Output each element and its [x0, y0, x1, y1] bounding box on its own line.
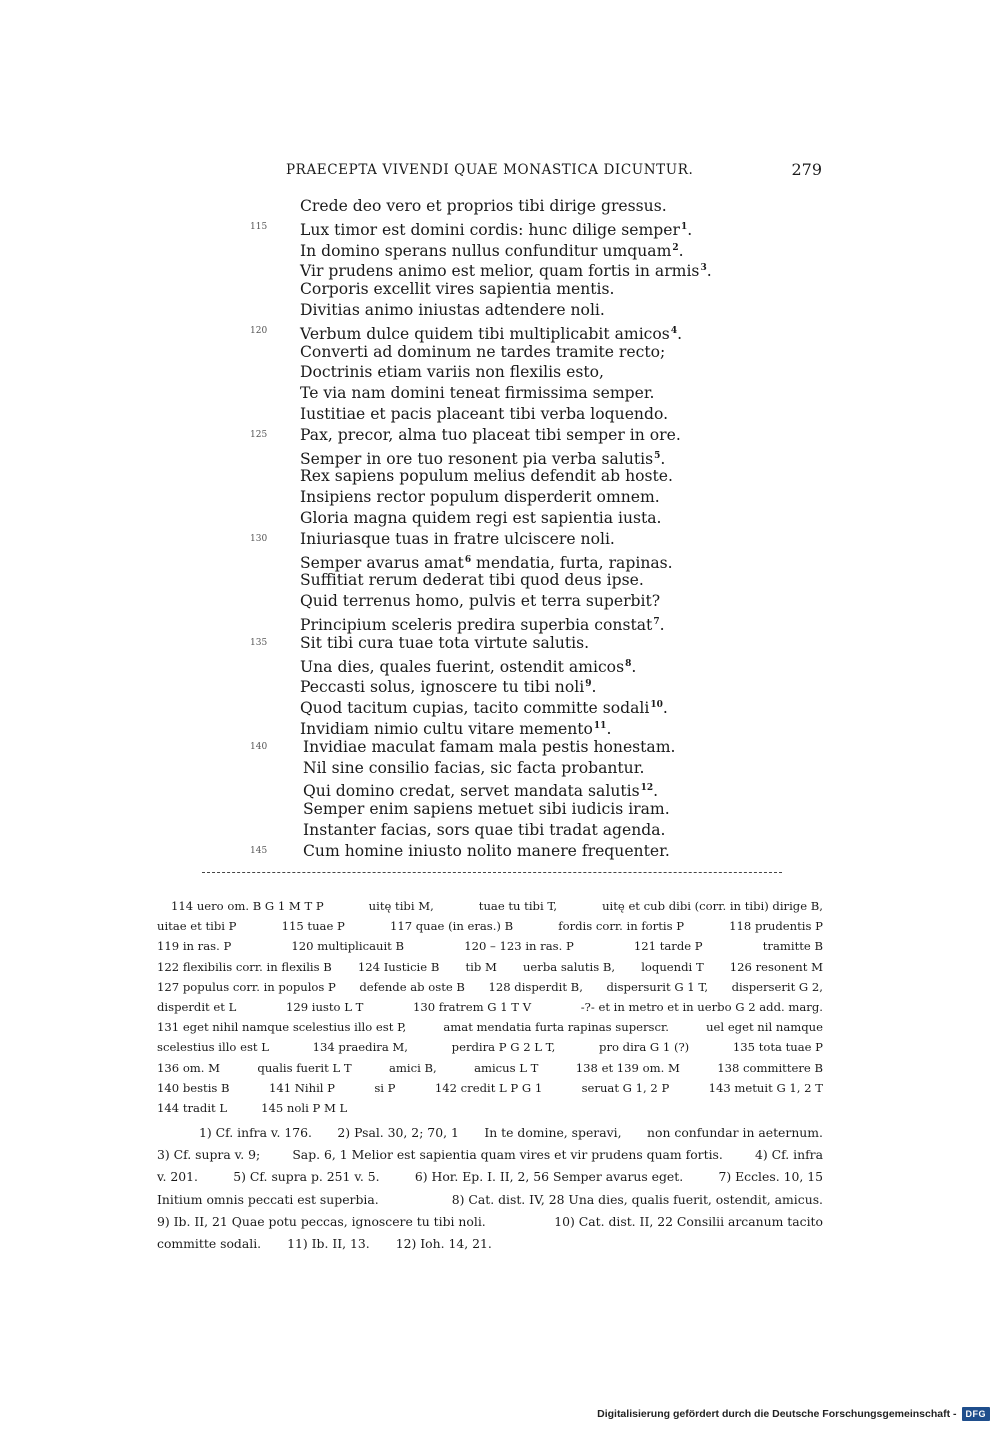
- verse-words: Divitias animo iniustas adtendere noli.: [300, 300, 605, 319]
- apparatus-entry: dispersurit G 1 T,: [606, 979, 709, 994]
- verse-text: [303, 758, 644, 779]
- apparatus-entry: 144 tradit L: [157, 1100, 228, 1115]
- apparatus-entry: tramitte B: [762, 939, 823, 954]
- verse-punctuation: .: [659, 615, 665, 634]
- verse-line: [250, 300, 720, 321]
- verse-words: Semper enim sapiens metuet sibi iudicis iram.: [303, 800, 670, 819]
- verse-line: [250, 799, 720, 820]
- verse-line: [250, 342, 720, 363]
- verse-words: Invidiam nimio cultu vitare memento: [300, 719, 593, 738]
- verse-words: Principium sceleris predira superbia constat: [300, 615, 653, 634]
- verse-line: [250, 258, 720, 279]
- apparatus-entry: 141 Nihil P: [268, 1080, 335, 1095]
- verse-number: 120: [250, 325, 268, 336]
- verse-text: [300, 591, 660, 612]
- verse-punctuation: .: [660, 449, 666, 468]
- verse-words: Sit tibi cura tuae tota virtute salutis.: [300, 633, 590, 652]
- verse-line: [250, 404, 720, 425]
- apparatus-line: [157, 1098, 823, 1118]
- verse-line: [250, 466, 720, 487]
- verse-punctuation: .: [677, 324, 683, 343]
- verse-punctuation: .: [662, 699, 668, 718]
- footnote-line: [157, 1122, 823, 1144]
- footnote-divider: [202, 872, 782, 873]
- verse-line: [250, 737, 720, 758]
- apparatus-entry: 134 praedira M,: [312, 1040, 408, 1055]
- verse-punctuation: .: [706, 262, 712, 281]
- apparatus-line: [157, 896, 823, 916]
- footnote-reference[interactable]: 8: [625, 658, 632, 669]
- apparatus-entry: 115 tuae P: [281, 919, 345, 934]
- verse-words: Quod tacitum cupias, tacito committe sodali: [300, 699, 650, 718]
- apparatus-entry: qualis fuerit L T: [257, 1060, 352, 1075]
- apparatus-entry: 122 flexibilis corr. in flexilis B: [157, 959, 332, 974]
- footnote-reference[interactable]: 7: [653, 616, 660, 627]
- verse-words: Doctrinis etiam variis non flexilis esto,: [300, 363, 604, 382]
- verse-text: [303, 799, 670, 820]
- footnote-reference[interactable]: 3: [700, 263, 707, 274]
- verse-text: [300, 383, 655, 404]
- verse-words: Crede deo vero et proprios tibi dirige gressus.: [300, 197, 667, 215]
- verse-words: In domino sperans nullus confunditur umquam: [300, 241, 672, 260]
- footnote-entry: 1) Cf. infra v. 176.: [199, 1125, 312, 1140]
- footnote-line: [157, 1233, 823, 1255]
- footnote-entry: In te domine, speravi,: [484, 1125, 622, 1140]
- running-head: [286, 160, 822, 182]
- verse-words: Semper avarus amat: [300, 553, 464, 572]
- verse-text: [300, 425, 681, 446]
- verse-line: [250, 217, 720, 238]
- apparatus-line: [157, 977, 823, 997]
- footnote-entry: 12) Ioh. 14, 21.: [395, 1235, 492, 1251]
- critical-apparatus: [157, 896, 823, 1118]
- footnote-entry: 5) Cf. supra p. 251 v. 5.: [233, 1169, 380, 1185]
- page-number: 279: [791, 160, 822, 179]
- dfg-logo-icon: DFG: [962, 1407, 991, 1421]
- verse-text: [300, 362, 604, 383]
- verse-words: Instanter facias, sors quae tibi tradat agenda.: [303, 820, 666, 839]
- verse-line: [250, 841, 720, 862]
- apparatus-entry: amici B,: [388, 1060, 437, 1075]
- verse-line: [250, 695, 720, 716]
- footnote-entry: 3) Cf. supra v. 9;: [157, 1147, 261, 1163]
- apparatus-line: [157, 957, 823, 977]
- footnote-entry: 6) Hor. Ep. I. II, 2, 56 Semper avarus eget.: [414, 1169, 684, 1185]
- apparatus-entry: uitę et cub dibi (corr. in tibi) dirige B,: [602, 899, 823, 913]
- verse-line: [250, 591, 720, 612]
- verse-words: Pax, precor, alma tuo placeat tibi semper in ore.: [300, 425, 681, 444]
- verse-number: 125: [250, 429, 268, 440]
- apparatus-entry: uitę tibi M,: [368, 899, 434, 913]
- verse-words: Gloria magna quidem regi est sapientia iusta.: [300, 508, 662, 527]
- apparatus-entry: 128 disperdit B,: [488, 979, 583, 994]
- verse-line: [250, 529, 720, 550]
- apparatus-line: [157, 1058, 823, 1078]
- verse-text: [300, 466, 673, 487]
- apparatus-line: [157, 997, 823, 1017]
- apparatus-entry: perdira P G 2 L T,: [451, 1040, 556, 1055]
- running-title: PRAECEPTA VIVENDI QUAE MONASTICA DICUNTUR.: [286, 162, 694, 178]
- footnote-entry: v. 201.: [157, 1169, 198, 1185]
- verse-line: [250, 674, 720, 695]
- apparatus-entry: loquendi T: [641, 959, 704, 974]
- apparatus-entry: uitae et tibi P: [157, 919, 237, 934]
- apparatus-entry: 126 resonent M: [729, 959, 823, 974]
- apparatus-entry: seruat G 1, 2 P: [581, 1080, 670, 1095]
- apparatus-entry: 117 quae (in eras.) B: [389, 919, 514, 934]
- apparatus-entry: 136 om. M: [157, 1060, 221, 1075]
- verse-text: [303, 841, 670, 862]
- verse-words: Peccasti solus, ignoscere tu tibi noli: [300, 678, 585, 697]
- verse-text: [300, 570, 644, 591]
- footnote-reference[interactable]: 9: [585, 679, 592, 690]
- apparatus-entry: uerba salutis B,: [522, 959, 616, 974]
- verse-punctuation: .: [631, 657, 637, 676]
- verse-line: [250, 716, 720, 737]
- verse-block: [250, 196, 720, 862]
- verse-words: Lux timor est domini cordis: hunc dilige semper: [300, 220, 680, 239]
- verse-line: [250, 550, 720, 571]
- footnote-reference[interactable]: 1: [680, 221, 688, 232]
- verse-line: [250, 279, 720, 300]
- apparatus-line: [157, 936, 823, 956]
- footnote-reference[interactable]: 2: [672, 242, 679, 253]
- verse-words: Vir prudens animo est melior, quam fortis in armis: [300, 262, 700, 281]
- verse-line: [250, 778, 720, 799]
- footnote-entry: 7) Eccles. 10, 15: [718, 1169, 823, 1185]
- apparatus-entry: 131 eget nihil namque scelestius illo est P,: [157, 1020, 407, 1035]
- verse-line: [250, 383, 720, 404]
- verse-text: [300, 279, 614, 300]
- verse-punctuation: .: [687, 220, 693, 239]
- apparatus-entry: 120 multiplicauit B: [291, 939, 405, 954]
- verse-words: Te via nam domini teneat firmissima semper.: [300, 384, 655, 403]
- apparatus-entry: uel eget nil namque: [706, 1020, 823, 1035]
- footnote-reference[interactable]: 5: [654, 450, 661, 461]
- verse-words: Cum homine iniusto nolito manere frequenter.: [303, 841, 670, 860]
- apparatus-entry: 127 populus corr. in populos P: [157, 979, 336, 994]
- verse-text: [300, 342, 665, 363]
- apparatus-entry: 142 credit L P G 1: [434, 1080, 543, 1095]
- footnote-entry: 4) Cf. infra: [754, 1147, 823, 1163]
- verse-words: Iustitiae et pacis placeant tibi verba loquendo.: [300, 404, 669, 423]
- footnote-entry: 10) Cat. dist. II, 22 Consilii arcanum tacito: [554, 1213, 823, 1229]
- footnote-entry: committe sodali.: [157, 1235, 262, 1251]
- verse-number: 115: [250, 221, 268, 232]
- verse-text: [300, 404, 668, 425]
- verse-text: [300, 633, 589, 654]
- footnote-entry: 8) Cat. dist. IV, 28 Una dies, qualis fuerit, ostendit, amicus.: [451, 1191, 823, 1207]
- footnote-reference[interactable]: 6: [464, 554, 472, 565]
- verse-number: 145: [250, 845, 268, 856]
- verse-words: Insipiens rector populum disperderit omnem.: [300, 488, 660, 507]
- footnote-reference[interactable]: 4: [670, 325, 678, 336]
- verse-text: [300, 487, 660, 508]
- verse-words-continued: mendatia, furta, rapinas.: [471, 553, 673, 572]
- verse-number: 130: [250, 533, 268, 544]
- verse-line: [250, 321, 720, 342]
- verse-words: Iniuriasque tuas in fratre ulciscere noli.: [300, 529, 615, 548]
- footnote-line: [157, 1166, 823, 1188]
- apparatus-entry: 140 bestis B: [157, 1080, 230, 1095]
- footnote-entry: non confundar in aeternum.: [647, 1125, 823, 1140]
- verse-number: 135: [250, 637, 268, 648]
- apparatus-entry: amicus L T: [474, 1060, 539, 1075]
- verse-words: Verbum dulce quidem tibi multiplicabit amicos: [300, 324, 670, 343]
- verse-punctuation: .: [591, 678, 597, 697]
- credit-text: Digitalisierung gefördert durch die Deutsche Forschungsgemeinschaft -: [597, 1408, 957, 1420]
- verse-text: [300, 300, 605, 321]
- footnote-reference[interactable]: 10: [650, 700, 663, 711]
- apparatus-entry: 120 – 123 in ras. P: [464, 939, 574, 954]
- apparatus-entry: disperdit et L: [157, 999, 237, 1014]
- apparatus-entry: 124 Iusticie B: [357, 959, 440, 974]
- apparatus-line: [157, 1078, 823, 1098]
- verse-words: Qui domino credat, servet mandata salutis: [303, 782, 640, 801]
- verse-number: 140: [250, 741, 268, 752]
- footnote-entry: Sap. 6, 1 Melior est sapientia quam vires et vir prudens quam fortis.: [292, 1147, 723, 1163]
- verse-line: [250, 196, 720, 217]
- apparatus-line: [157, 916, 823, 936]
- verse-words: Semper in ore tuo resonent pia verba salutis: [300, 449, 654, 468]
- verse-line: [250, 487, 720, 508]
- apparatus-entry: 138 et 139 om. M: [575, 1060, 680, 1075]
- footnote-reference[interactable]: 11: [593, 720, 607, 731]
- verse-line: [250, 612, 720, 633]
- verse-words: Converti ad dominum ne tardes tramite recto;: [300, 342, 666, 361]
- apparatus-entry: scelestius illo est L: [157, 1040, 269, 1055]
- verse-punctuation: .: [678, 241, 684, 260]
- verse-words: Corporis excellit vires sapientia mentis.: [300, 280, 615, 299]
- apparatus-line: [157, 1017, 823, 1037]
- apparatus-entry: disperserit G 2,: [731, 979, 823, 994]
- verse-punctuation: .: [606, 719, 612, 738]
- verse-text: [303, 737, 675, 758]
- verse-words: Quid terrenus homo, pulvis et terra superbit?: [300, 592, 661, 611]
- apparatus-entry: tuae tu tibi T,: [478, 899, 558, 913]
- verse-text: [300, 196, 667, 217]
- footnote-entry: 9) Ib. II, 21 Quae potu peccas, ignoscere tu tibi noli.: [157, 1213, 486, 1229]
- apparatus-entry: 143 metuit G 1, 2 T: [708, 1080, 823, 1095]
- apparatus-entry: 119 in ras. P: [157, 939, 232, 954]
- apparatus-entry: pro dira G 1 (?): [599, 1040, 690, 1055]
- apparatus-entry: 114 uero om. B G 1 M T P: [171, 899, 324, 913]
- footnote-line: [157, 1189, 823, 1211]
- verse-words: Rex sapiens populum melius defendit ab hoste.: [300, 467, 673, 486]
- verse-line: [250, 570, 720, 591]
- verse-words: Invidiae maculat famam mala pestis honestam.: [303, 737, 676, 756]
- verse-line: [250, 820, 720, 841]
- apparatus-entry: si P: [374, 1080, 396, 1095]
- apparatus-entry: defende ab oste B: [359, 979, 465, 994]
- apparatus-entry: amat mendatia furta rapinas superscr.: [443, 1020, 669, 1035]
- apparatus-entry: 129 iusto L T: [285, 999, 364, 1014]
- apparatus-entry: 121 tarde P: [633, 939, 703, 954]
- verse-text: [300, 529, 615, 550]
- verse-text: [300, 508, 662, 529]
- verse-line: [250, 425, 720, 446]
- apparatus-entry: tib M: [465, 959, 497, 974]
- apparatus-entry: 138 committere B: [717, 1060, 823, 1075]
- footnote-entry: Initium omnis peccati est superbia.: [157, 1191, 379, 1207]
- verse-punctuation: .: [653, 782, 659, 801]
- footnote-line: [157, 1211, 823, 1233]
- footnote-entry: 2) Psal. 30, 2; 70, 1: [337, 1125, 459, 1140]
- apparatus-entry: fordis corr. in fortis P: [558, 919, 685, 934]
- verse-line: [250, 758, 720, 779]
- verse-words: Suffitiat rerum dederat tibi quod deus ipse.: [300, 571, 644, 590]
- verse-line: [250, 238, 720, 259]
- verse-text: [303, 820, 666, 841]
- verse-words: Una dies, quales fuerint, ostendit amicos: [300, 657, 625, 676]
- verse-line: [250, 654, 720, 675]
- footnote-line: [157, 1144, 823, 1166]
- apparatus-entry: 130 fratrem G 1 T V: [412, 999, 532, 1014]
- verse-line: [250, 362, 720, 383]
- verse-line: [250, 633, 720, 654]
- apparatus-entry: 135 tota tuae P: [732, 1040, 823, 1055]
- apparatus-line: [157, 1037, 823, 1057]
- apparatus-entry: -?- et in metro et in uerbo G 2 add. marg.: [580, 999, 823, 1014]
- footnotes: [157, 1122, 823, 1255]
- verse-line: [250, 446, 720, 467]
- verse-words: Nil sine consilio facias, sic facta probantur.: [303, 758, 645, 777]
- apparatus-entry: 145 noli P M L: [261, 1100, 348, 1115]
- footnote-reference[interactable]: 12: [640, 783, 654, 794]
- verse-line: [250, 508, 720, 529]
- digitization-credit: [597, 1406, 990, 1422]
- apparatus-entry: 118 prudentis P: [729, 919, 823, 934]
- footnote-entry: 11) Ib. II, 13.: [287, 1235, 370, 1251]
